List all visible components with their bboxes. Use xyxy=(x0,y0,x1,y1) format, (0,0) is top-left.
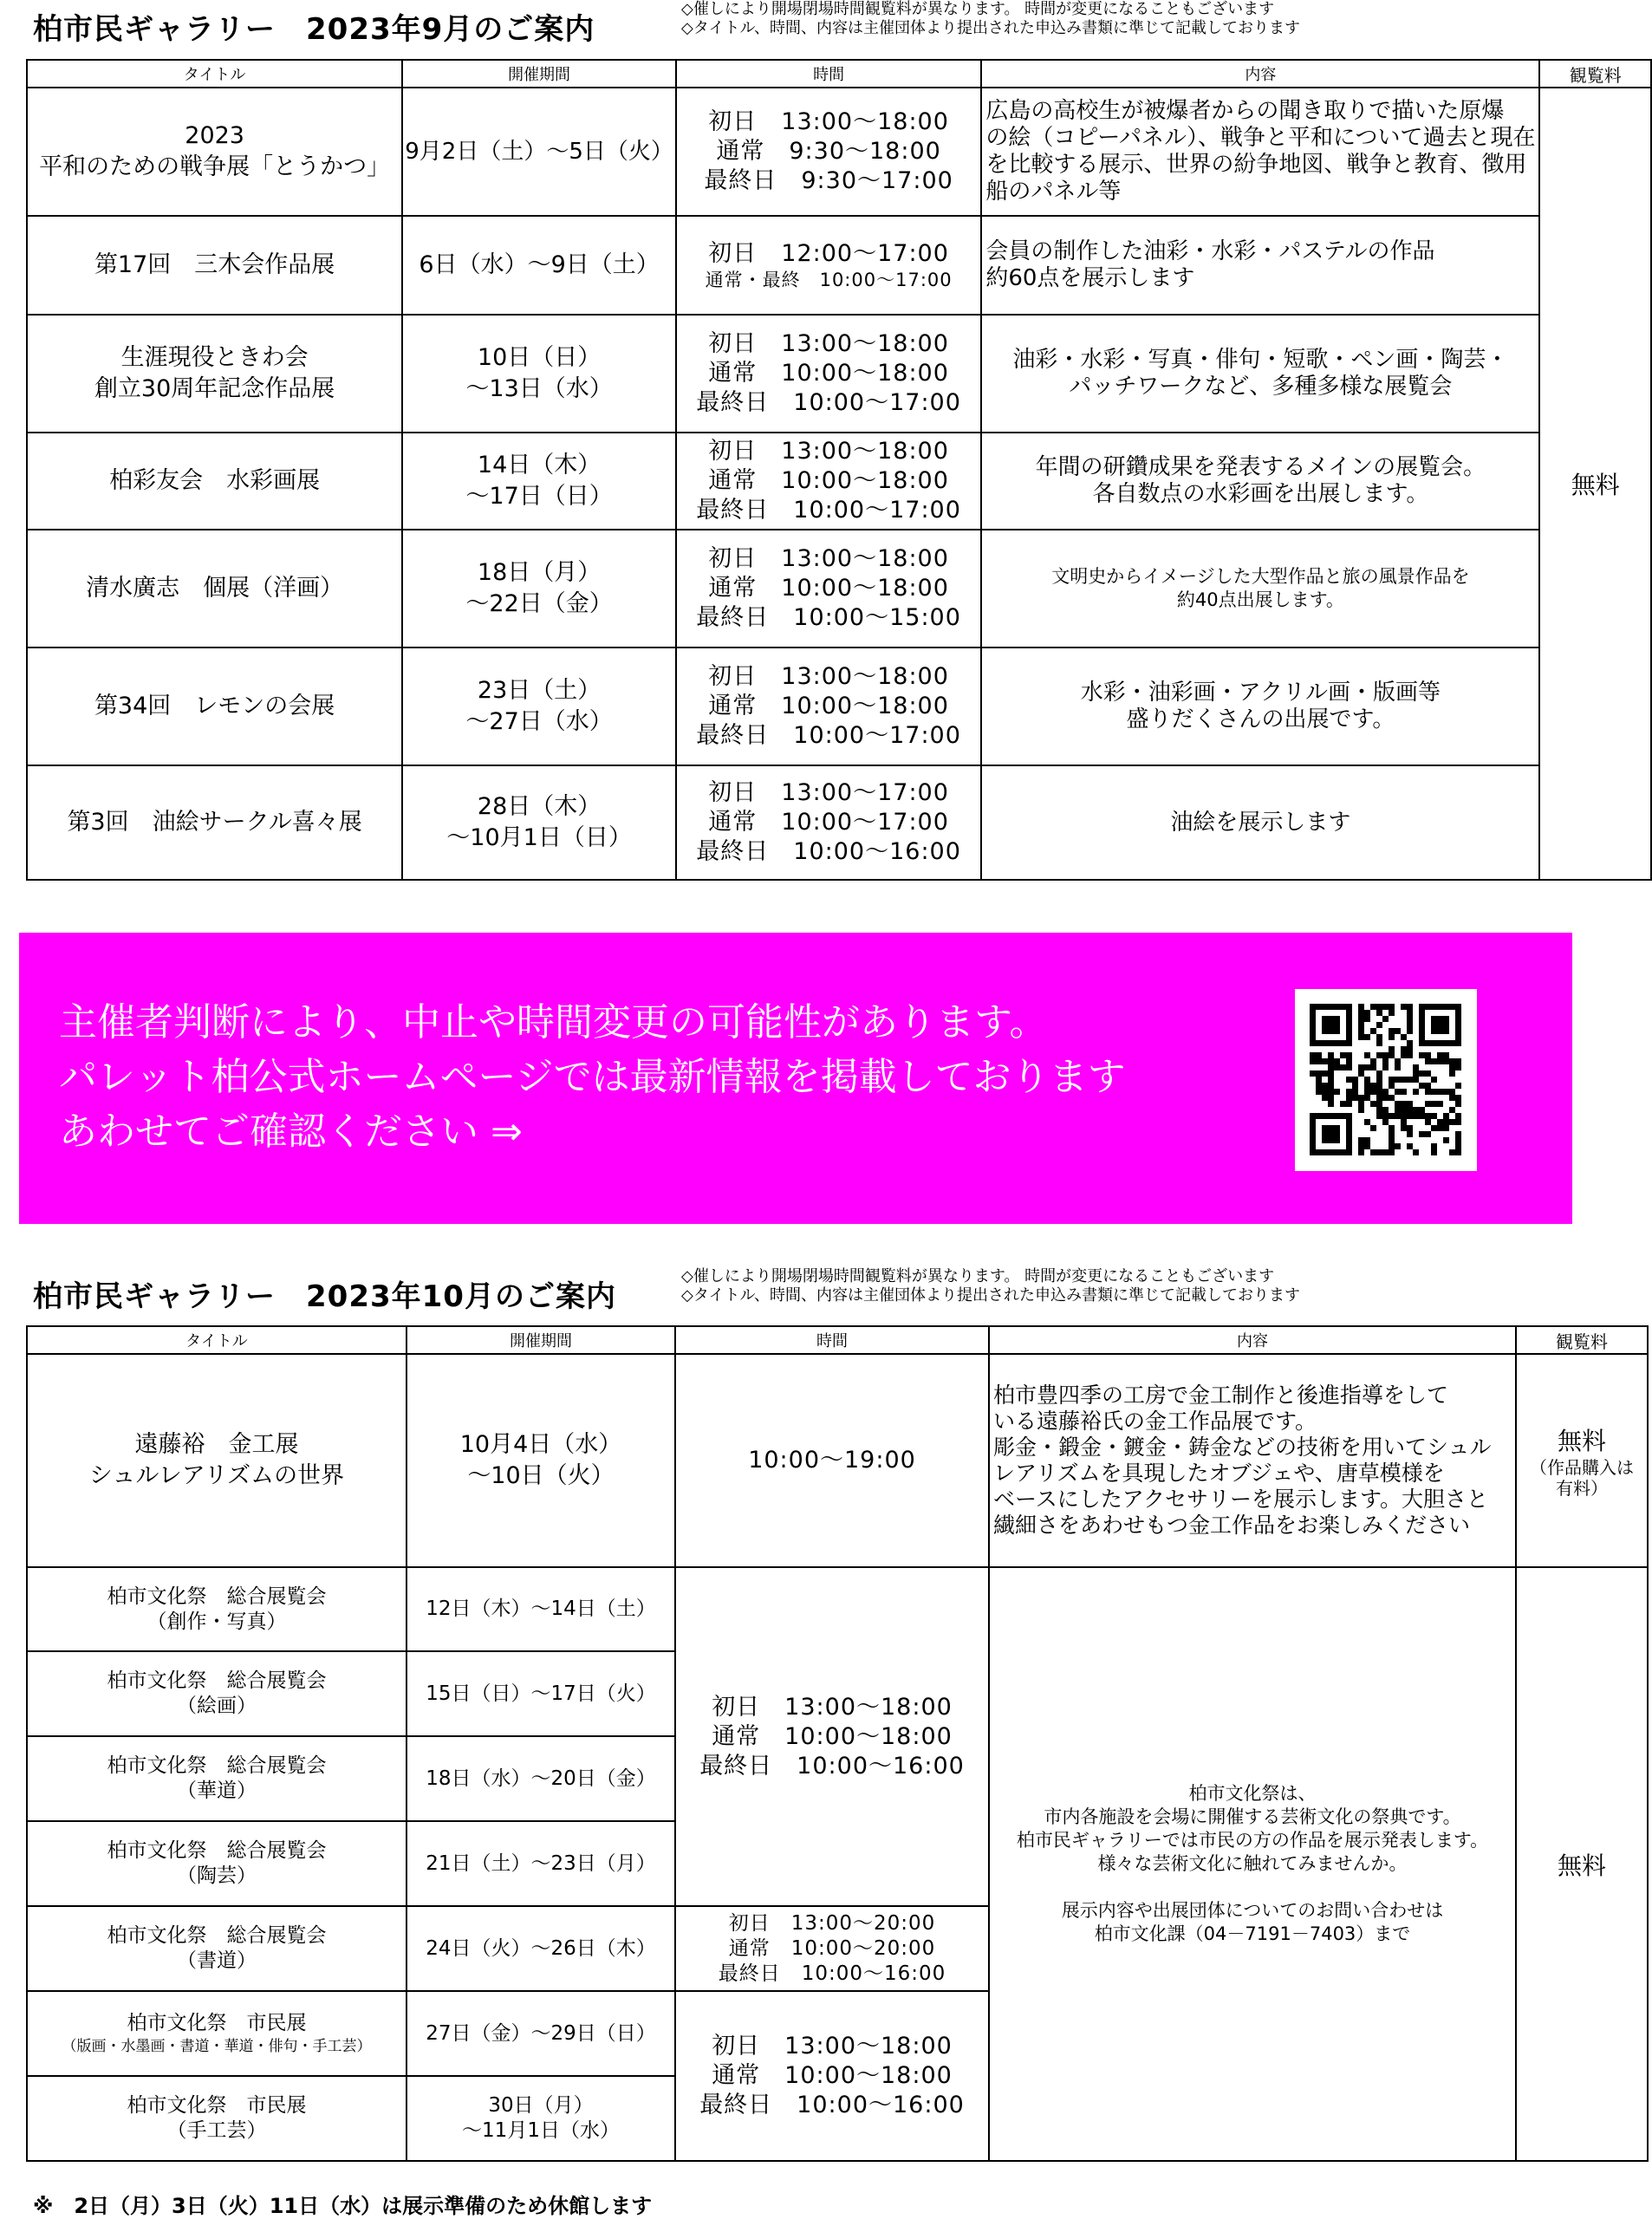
table-row xyxy=(27,1567,1648,1651)
september-header-row xyxy=(27,60,1651,88)
october-note-2: ◇タイトル、時間、内容は主催団体より提出された申込み書類に準じて記載しております xyxy=(681,1286,1301,1305)
notice-text: 主催者判断により、中止や時間変更の可能性があります。 パレット柏公式ホームページでは最新情報を掲載しております あわせてご確認ください ⇒ xyxy=(59,1000,1126,1154)
october-table xyxy=(26,1325,1649,2162)
table-row xyxy=(27,765,1651,880)
table-row xyxy=(27,88,1651,216)
event-time-regular: 通常・最終 10:00～17:00 xyxy=(705,270,953,290)
table-row xyxy=(27,315,1651,433)
september-notes xyxy=(681,0,1300,38)
festival-content: 柏市文化祭は、 市内各施設を会場に開催する芸術文化の祭典です。 柏市民ギャラリーでは市民の方の作品を展示発表します。 様々な芸術文化に触れてみませんか。 展示内容や出展団体についてのお問い合わせは 柏市文化課（04－7191－7403）まで xyxy=(989,1567,1516,2161)
event-time: 初日 13:00～18:00 通常 10:00～18:00 最終日 10:00～15:00 xyxy=(676,530,981,647)
fee-free: 無料 xyxy=(1557,1427,1606,1455)
event-title: 柏市文化祭 市民展 （手工芸） xyxy=(27,2076,406,2161)
september-table xyxy=(26,59,1652,881)
event-time-first: 初日 12:00～17:00 xyxy=(708,240,949,267)
event-title: 2023 平和のための戦争展「とうかつ」 xyxy=(27,88,402,216)
notice-banner xyxy=(19,933,1572,1224)
fee-free: 無料 xyxy=(1539,88,1651,880)
event-period: 14日（木） ～17日（日） xyxy=(402,433,676,530)
event-time: 初日 13:00～20:00 通常 10:00～20:00 最終日 10:00～16:00 xyxy=(675,1906,989,1991)
closure-footnote: ※ 2日（月）3日（火）11日（水）は展示準備のため休館します xyxy=(33,2194,653,2218)
event-title: 柏市文化祭 総合展覧会 （華道） xyxy=(27,1736,406,1821)
event-period: 9月2日（土）～5日（火） xyxy=(402,88,676,216)
october-title: 柏市民ギャラリー 2023年10月のご案内 xyxy=(33,1279,616,1314)
event-content: 油絵を展示します xyxy=(981,765,1539,880)
col-header-time: 時間 xyxy=(675,1326,989,1354)
event-period: 18日（水）～20日（金） xyxy=(406,1736,675,1821)
event-content: 油彩・水彩・写真・俳句・短歌・ペン画・陶芸・ パッチワークなど、多種多様な展覧会 xyxy=(981,315,1539,433)
col-header-title: タイトル xyxy=(27,1326,406,1354)
event-time xyxy=(676,216,981,315)
event-time: 初日 13:00～18:00 通常 10:00～18:00 最終日 10:00～17:00 xyxy=(676,647,981,765)
fee-note: （作品購入は 有料） xyxy=(1530,1457,1634,1499)
september-title: 柏市民ギャラリー 2023年9月のご案内 xyxy=(33,12,595,47)
event-title: 柏市文化祭 総合展覧会 （創作・写真） xyxy=(27,1567,406,1651)
event-title: 柏市文化祭 総合展覧会 （書道） xyxy=(27,1906,406,1991)
september-note-2: ◇タイトル、時間、内容は主催団体より提出された申込み書類に準じて記載しております xyxy=(681,19,1301,37)
event-period: 30日（月） ～11月1日（水） xyxy=(406,2076,675,2161)
event-time: 初日 13:00～18:00 通常 10:00～18:00 最終日 10:00～17:00 xyxy=(676,433,981,530)
event-content: 会員の制作した油彩・水彩・パステルの作品 約60点を展示します xyxy=(981,216,1539,315)
october-header-row xyxy=(27,1326,1648,1354)
event-title: 第3回 油絵サークル喜々展 xyxy=(27,765,402,880)
col-header-content: 内容 xyxy=(981,60,1539,88)
col-header-fee: 観覧料 xyxy=(1516,1326,1648,1354)
event-title: 柏市文化祭 総合展覧会 （絵画） xyxy=(27,1651,406,1736)
event-content: 水彩・油彩画・アクリル画・版画等 盛りだくさんの出展です。 xyxy=(981,647,1539,765)
event-period: 23日（土） ～27日（水） xyxy=(402,647,676,765)
event-period: 21日（土）～23日（月） xyxy=(406,1821,675,1906)
col-header-period: 開催期間 xyxy=(406,1326,675,1354)
col-header-title: タイトル xyxy=(27,60,402,88)
event-time: 初日 13:00～18:00 通常 10:00～18:00 最終日 10:00～16:00 xyxy=(675,1567,989,1906)
event-time: 初日 13:00～17:00 通常 10:00～17:00 最終日 10:00～16:00 xyxy=(676,765,981,880)
event-content: 広島の高校生が被爆者からの聞き取りで描いた原爆 の絵（コピーパネル）、戦争と平和について過去と現在 を比較する展示、世界の紛争地図、戦争と教育、徴用 船のパネル等 xyxy=(981,88,1539,216)
col-header-fee: 観覧料 xyxy=(1539,60,1651,88)
table-row xyxy=(27,1354,1648,1567)
fee-cell xyxy=(1516,1354,1648,1567)
event-period: 10月4日（水） ～10日（火） xyxy=(406,1354,675,1567)
event-title-sub: （版画・水墨画・書道・華道・俳句・手工芸） xyxy=(62,2037,372,2055)
event-period: 12日（木）～14日（土） xyxy=(406,1567,675,1651)
event-title: 第34回 レモンの会展 xyxy=(27,647,402,765)
event-title: 生涯現役ときわ会 創立30周年記念作品展 xyxy=(27,315,402,433)
qr-code[interactable] xyxy=(1295,989,1477,1171)
september-note-1: ◇催しにより開場閉場時間観覧料が異なります。 時間が変更になることもございます xyxy=(681,0,1275,18)
table-row xyxy=(27,216,1651,315)
fee-free: 無料 xyxy=(1516,1567,1648,2161)
event-title: 柏彩友会 水彩画展 xyxy=(27,433,402,530)
event-period: 15日（日）～17日（火） xyxy=(406,1651,675,1736)
event-time: 初日 13:00～18:00 通常 10:00～18:00 最終日 10:00～17:00 xyxy=(676,315,981,433)
event-content: 文明史からイメージした大型作品と旅の風景作品を 約40点出展します。 xyxy=(981,530,1539,647)
col-header-time: 時間 xyxy=(676,60,981,88)
event-period: 6日（水）～9日（土） xyxy=(402,216,676,315)
qr-code-icon xyxy=(1295,989,1477,1171)
event-period: 10日（日） ～13日（水） xyxy=(402,315,676,433)
event-title: 第17回 三木会作品展 xyxy=(27,216,402,315)
event-time: 10:00～19:00 xyxy=(675,1354,989,1567)
event-period: 28日（木） ～10月1日（日） xyxy=(402,765,676,880)
event-period: 18日（月） ～22日（金） xyxy=(402,530,676,647)
col-header-content: 内容 xyxy=(989,1326,1516,1354)
event-title: 清水廣志 個展（洋画） xyxy=(27,530,402,647)
col-header-period: 開催期間 xyxy=(402,60,676,88)
event-period: 27日（金）～29日（日） xyxy=(406,1991,675,2076)
event-time: 初日 13:00～18:00 通常 10:00～18:00 最終日 10:00～16:00 xyxy=(675,1991,989,2161)
october-notes xyxy=(681,1267,1300,1305)
event-time: 初日 13:00～18:00 通常 9:30～18:00 最終日 9:30～17:00 xyxy=(676,88,981,216)
event-title: 柏市文化祭 総合展覧会 （陶芸） xyxy=(27,1821,406,1906)
event-content: 柏市豊四季の工房で金工制作と後進指導をして いる遠藤裕氏の金工作品展です。 彫金・鍛金・鍍金・鋳金などの技術を用いてシュル レアリズムを具現したオブジェや、唐草模様を ベースにしたアクセサリーを展示します。大胆さと 繊細さをあわせもつ金工作品をお楽しみください xyxy=(989,1354,1516,1567)
event-period: 24日（火）～26日（木） xyxy=(406,1906,675,1991)
event-content: 年間の研鑽成果を発表するメインの展覧会。 各自数点の水彩画を出展します。 xyxy=(981,433,1539,530)
event-title-main: 柏市文化祭 市民展 xyxy=(127,2011,307,2034)
table-row xyxy=(27,530,1651,647)
table-row xyxy=(27,433,1651,530)
table-row xyxy=(27,647,1651,765)
event-title xyxy=(27,1991,406,2076)
october-note-1: ◇催しにより開場閉場時間観覧料が異なります。 時間が変更になることもございます xyxy=(681,1267,1275,1285)
event-title: 遠藤裕 金工展 シュルレアリズムの世界 xyxy=(27,1354,406,1567)
